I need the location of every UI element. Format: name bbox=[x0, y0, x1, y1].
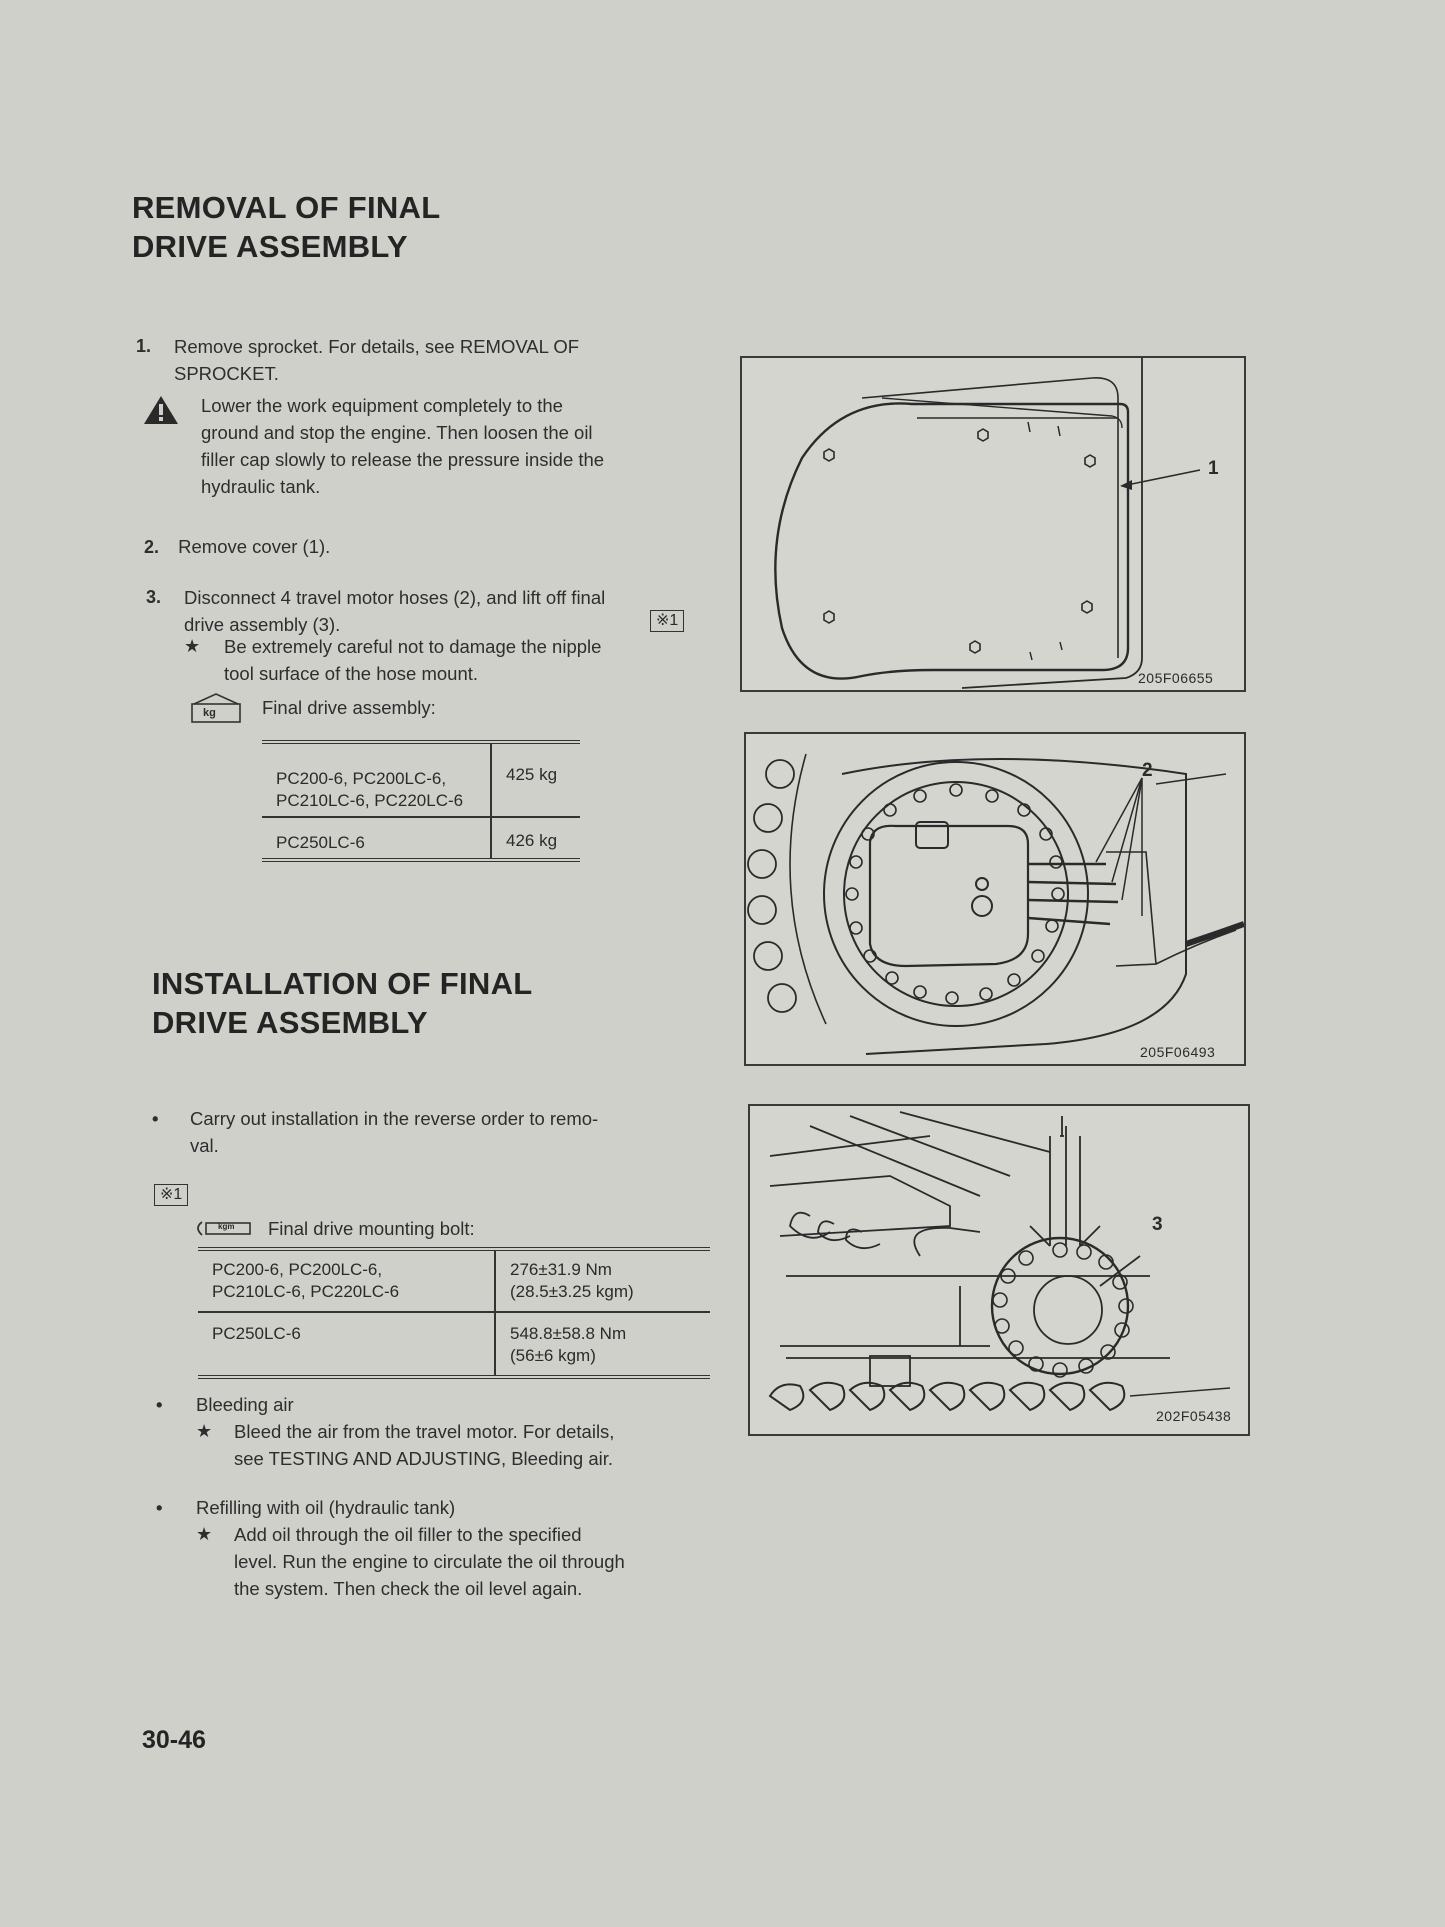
figure-id-label: 205F06655 bbox=[1138, 670, 1214, 686]
table-row bbox=[262, 744, 580, 817]
step-3-line1: Disconnect 4 travel motor hoses (2), and lift off final bbox=[184, 587, 606, 608]
bullet-3-title: Refilling with oil (hydraulic tank) bbox=[196, 1497, 456, 1518]
warning-line: filler cap slowly to release the pressure inside the bbox=[201, 449, 605, 470]
warning-text bbox=[201, 392, 701, 500]
removal-title-line1: REMOVAL OF FINAL bbox=[132, 190, 441, 225]
torque-icon-label: kgm bbox=[218, 1222, 235, 1231]
table-cell-value: 426 kg bbox=[506, 831, 558, 850]
step-1-number: 1. bbox=[136, 336, 152, 356]
table-row bbox=[198, 1251, 710, 1312]
figure-cover bbox=[740, 356, 1246, 692]
installation-title-line1: INSTALLATION OF FINAL bbox=[152, 966, 533, 1001]
reference-mark-box: ※1 bbox=[650, 610, 684, 632]
bullet-3-note-line: Add oil through the oil filler to the specified bbox=[234, 1524, 582, 1545]
step-3-note bbox=[184, 633, 704, 687]
torque-value: 548.8±58.8 Nm bbox=[510, 1324, 627, 1343]
model-line: PC200-6, PC200LC-6, bbox=[212, 1260, 383, 1279]
callout-2: 2 bbox=[1142, 760, 1153, 781]
step-1-line1: Remove sprocket. For details, see REMOVAL OF bbox=[174, 336, 580, 357]
reference-mark-box: ※1 bbox=[154, 1184, 188, 1206]
installation-title-line2: DRIVE ASSEMBLY bbox=[152, 1005, 428, 1040]
cover-illustration bbox=[742, 358, 1244, 690]
step-2 bbox=[144, 533, 704, 561]
table-cell-models bbox=[198, 1251, 495, 1312]
torque-label: Final drive mounting bolt: bbox=[268, 1218, 475, 1239]
star-icon: ★ bbox=[196, 1524, 213, 1544]
warning-line: hydraulic tank. bbox=[201, 476, 321, 497]
removal-title bbox=[132, 188, 440, 266]
model-line: PC210LC-6, PC220LC-6 bbox=[212, 1282, 400, 1301]
model-line: PC200-6, PC200LC-6, bbox=[276, 769, 447, 788]
table-cell-value bbox=[495, 1312, 710, 1375]
table-cell-value bbox=[495, 1251, 710, 1312]
torque-table bbox=[198, 1247, 710, 1379]
torque-value: 276±31.9 Nm bbox=[510, 1260, 612, 1279]
bullet-3-note-line: level. Run the engine to circulate the oil through bbox=[234, 1551, 625, 1572]
bullet-icon: • bbox=[156, 1394, 163, 1415]
table-row bbox=[198, 1312, 710, 1375]
warning-line: ground and stop the engine. Then loosen the oil bbox=[201, 422, 593, 443]
step-3 bbox=[146, 584, 706, 638]
installation-title bbox=[152, 964, 533, 1042]
install-reference-mark bbox=[154, 1184, 188, 1206]
bullet-2 bbox=[156, 1391, 716, 1418]
table-cell-models bbox=[198, 1312, 495, 1375]
weight-icon-label: kg bbox=[203, 707, 216, 719]
step-2-number: 2. bbox=[144, 537, 160, 557]
figure-travel-motor bbox=[744, 732, 1246, 1066]
step-3-note-line2: tool surface of the hose mount. bbox=[224, 663, 479, 684]
callout-3: 3 bbox=[1152, 1214, 1163, 1235]
bullet-3 bbox=[156, 1494, 716, 1521]
weight-icon bbox=[188, 690, 244, 726]
figure-lifting bbox=[748, 1104, 1250, 1436]
step-1 bbox=[136, 333, 696, 387]
bullet-2-note-line1: Bleed the air from the travel motor. For details, bbox=[234, 1421, 615, 1442]
bullet-2-note-line2: see TESTING AND ADJUSTING, Bleeding air. bbox=[234, 1448, 614, 1469]
step-3-line2: drive assembly (3). bbox=[184, 614, 341, 635]
bullet-icon: • bbox=[156, 1497, 163, 1518]
warning-icon bbox=[142, 394, 180, 426]
torque-value: (56±6 kgm) bbox=[510, 1346, 596, 1365]
weight-table bbox=[262, 740, 580, 862]
warning-line: Lower the work equipment completely to the bbox=[201, 395, 563, 416]
star-icon: ★ bbox=[184, 636, 201, 656]
bullet-3-note-line: the system. Then check the oil level again. bbox=[234, 1578, 583, 1599]
page-number: 30-46 bbox=[142, 1726, 206, 1754]
bullet-1-line2: val. bbox=[190, 1135, 219, 1156]
model-line: PC250LC-6 bbox=[212, 1324, 301, 1343]
callout-1: 1 bbox=[1208, 458, 1219, 479]
bullet-2-note bbox=[196, 1418, 716, 1472]
table-cell-models bbox=[262, 817, 491, 858]
reference-mark bbox=[650, 610, 684, 632]
step-3-number: 3. bbox=[146, 587, 162, 607]
lifting-illustration bbox=[750, 1106, 1248, 1434]
table-row bbox=[262, 817, 580, 858]
figure-id-label: 205F06493 bbox=[1140, 1044, 1216, 1060]
torque-value: (28.5±3.25 kgm) bbox=[510, 1282, 634, 1301]
step-2-text: Remove cover (1). bbox=[178, 536, 331, 557]
model-line: PC250LC-6 bbox=[276, 833, 365, 852]
step-1-line2: SPROCKET. bbox=[174, 363, 279, 384]
bullet-3-note bbox=[196, 1521, 716, 1602]
bullet-1 bbox=[152, 1105, 712, 1159]
step-3-note-line1: Be extremely careful not to damage the nipple bbox=[224, 636, 602, 657]
weight-label: Final drive assembly: bbox=[262, 697, 436, 718]
table-cell-value: 425 kg bbox=[506, 765, 558, 784]
bullet-icon: • bbox=[152, 1108, 159, 1129]
table-cell-models bbox=[262, 744, 491, 817]
travel-motor-illustration bbox=[746, 734, 1244, 1064]
bolt-circle bbox=[846, 784, 1064, 1004]
removal-title-line2: DRIVE ASSEMBLY bbox=[132, 229, 408, 264]
bullet-1-line1: Carry out installation in the reverse order to remo- bbox=[190, 1108, 599, 1129]
bullet-2-title: Bleeding air bbox=[196, 1394, 294, 1415]
figure-id-label: 202F05438 bbox=[1156, 1408, 1232, 1424]
model-line: PC210LC-6, PC220LC-6 bbox=[276, 791, 464, 810]
star-icon: ★ bbox=[196, 1421, 213, 1441]
